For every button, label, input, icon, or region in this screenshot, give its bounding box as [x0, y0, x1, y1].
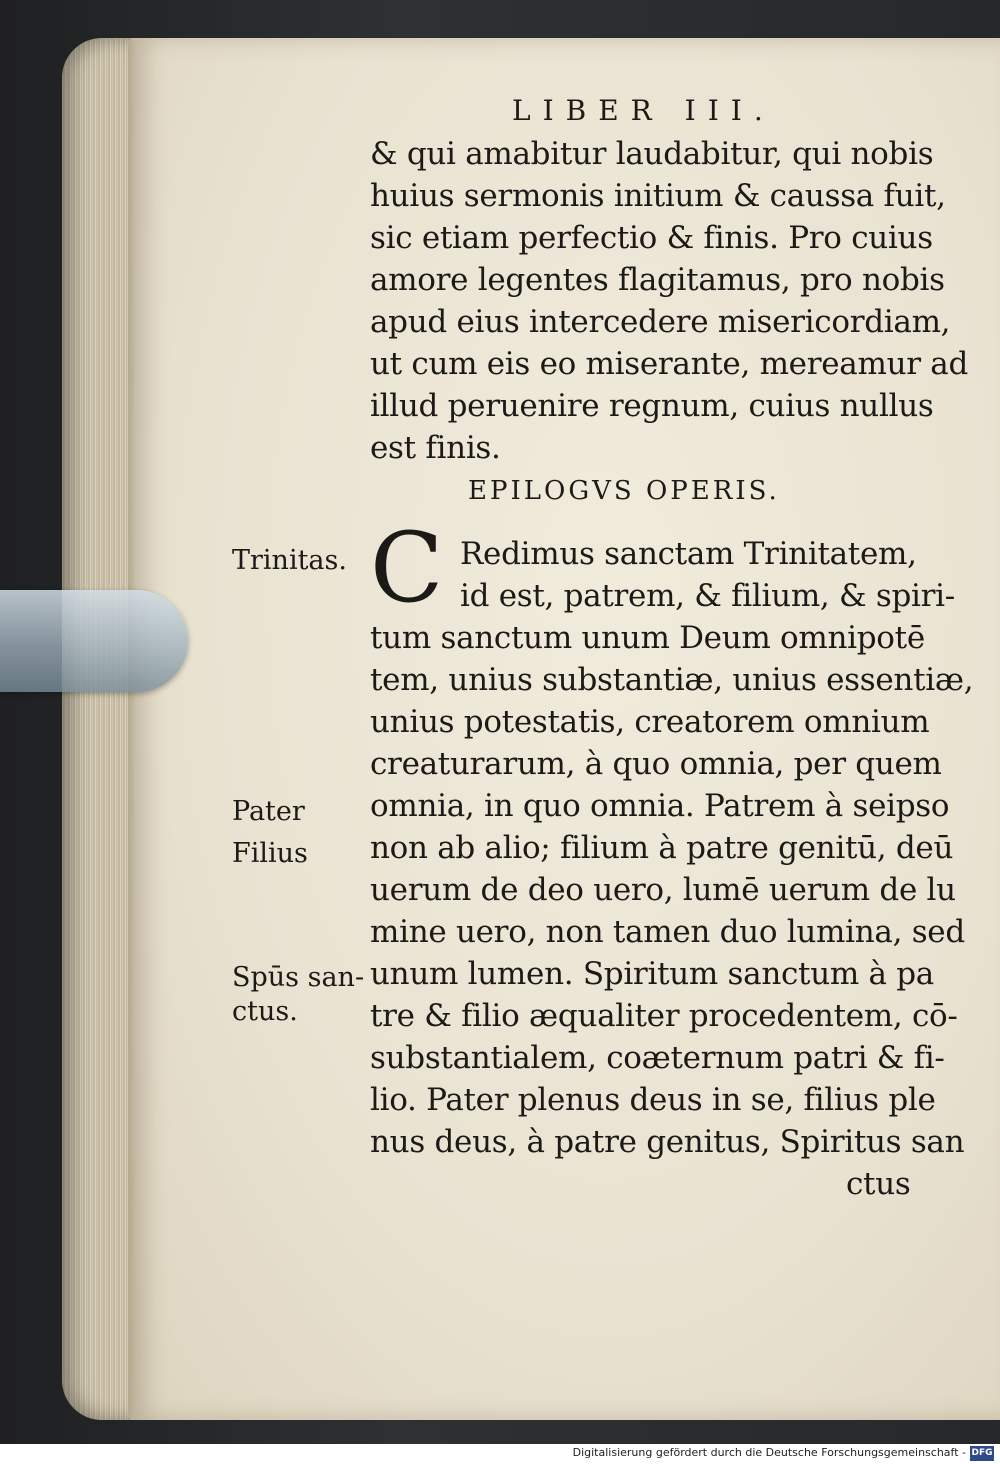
margin-note-filius: Filius: [232, 838, 308, 869]
catchword: ctus: [846, 1166, 911, 1202]
text-line: unum lumen. Spiritum sanctum à pa: [370, 956, 934, 992]
bookmark-strip: [0, 590, 188, 692]
dfg-logo: DFG: [970, 1446, 994, 1461]
text-line: illud peruenire regnum, cuius nullus: [370, 388, 934, 424]
text-line: uerum de deo uero, lumē uerum de lu: [370, 872, 956, 908]
text-line: amore legentes flagitamus, pro nobis: [370, 262, 945, 298]
text-line: substantialem, coæternum patri & fi-: [370, 1040, 945, 1076]
margin-note-pater: Pater: [232, 796, 305, 827]
text-line: nus deus, à patre genitus, Spiritus san: [370, 1124, 965, 1160]
text-line: Redimus sanctam Trinitatem,: [460, 536, 917, 572]
text-line: mine uero, non tamen duo lumina, sed: [370, 914, 965, 950]
margin-note-spiritus-line-1: Spūs san-: [232, 962, 365, 993]
margin-note-spiritus-line-2: ctus.: [232, 996, 298, 1027]
text-line: creaturarum, à quo omnia, per quem: [370, 746, 942, 782]
text-line: & qui amabitur laudabitur, qui nobis: [370, 136, 934, 172]
drop-cap: C: [370, 512, 444, 624]
text-line: non ab alio; filium à patre genitū, deū: [370, 830, 954, 866]
section-heading: EPILOGVS OPERIS.: [468, 476, 780, 506]
text-line: huius sermonis initium & caussa fuit,: [370, 178, 946, 214]
footer-credit: Digitalisierung gefördert durch die Deutsche Forschungsgemeinschaft -: [572, 1446, 966, 1459]
running-head: LIBER III.: [512, 94, 775, 127]
text-line: ut cum eis eo miserante, mereamur ad: [370, 346, 969, 382]
text-line: id est, patrem, & filium, & spiri-: [460, 578, 955, 614]
text-line: est finis.: [370, 430, 501, 466]
text-line: lio. Pater plenus deus in se, filius ple: [370, 1082, 936, 1118]
margin-note-trinitas: Trinitas.: [232, 545, 347, 576]
text-line: unius potestatis, creatorem omnium: [370, 704, 930, 740]
text-line: tem, unius substantiæ, unius essentiæ,: [370, 662, 974, 698]
text-line: tum sanctum unum Deum omnipotē: [370, 620, 925, 656]
text-line: tre & filio æqualiter procedentem, cō-: [370, 998, 958, 1034]
text-line: apud eius intercedere misericordiam,: [370, 304, 951, 340]
text-line: omnia, in quo omnia. Patrem à seipso: [370, 788, 950, 824]
page-gutter: [128, 40, 136, 1418]
text-line: sic etiam perfectio & finis. Pro cuius: [370, 220, 933, 256]
